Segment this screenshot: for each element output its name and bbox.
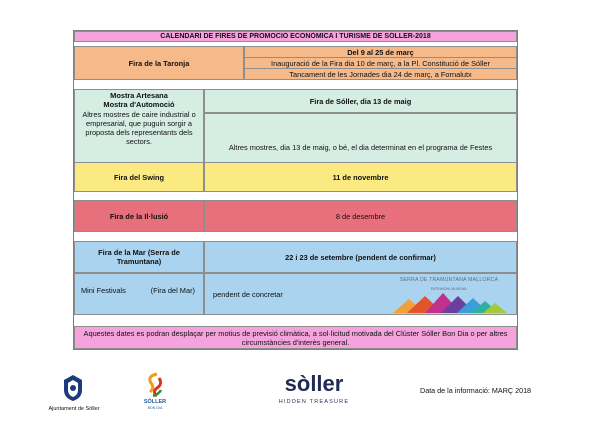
soller-wordmark: sòller <box>284 371 344 396</box>
mar-date: 22 i 23 de setembre (pendent de confirmar) <box>204 241 517 273</box>
taronja-inauguration: Inauguració de la Fira dia 10 de març, a la Pl. Constitució de Sóller <box>245 58 516 69</box>
mini-festivals-note: (Fira del Mar) <box>150 286 195 295</box>
soller-tagline: HIDDEN TREASURE <box>278 399 350 405</box>
mini-date-cell <box>204 273 517 315</box>
row-mar-name: Fira de la Mar (Serra de Tramuntana) <box>74 241 204 273</box>
taronja-date: Del 9 al 25 de març <box>245 47 516 58</box>
footer-note: Aquestes dates es podran desplaçar per motius de previsió climàtica, a sol·licitud motivada del Clúster Sóller Bon Dia o per altres circumstàncies d'interès general. <box>74 326 517 349</box>
row-mini-name <box>74 273 204 315</box>
row-taronja-name: Fira de la Taronja <box>74 46 244 80</box>
ajuntament-logo: Ajuntament de Sóller <box>48 374 100 420</box>
row-illusio-name: Fira de la Il·lusió <box>74 200 204 232</box>
swirl-icon <box>143 372 167 398</box>
artesana-detail: Altres mostres, dia 13 de maig, o bé, el dia determinat en el programa de Festes <box>204 113 517 181</box>
serra-tramuntana-logo: SERRA DE TRAMUNTANA MALLORCA PATRIMONI MUNDIAL <box>385 276 513 314</box>
row-taronja-dates <box>244 46 517 80</box>
swing-date: 11 de novembre <box>204 162 517 192</box>
row-swing-name: Fira del Swing <box>74 162 204 192</box>
illusio-date: 8 de desembre <box>204 200 517 232</box>
taronja-closing: Tancament de les Jornades dia 24 de març, a Fornalutx <box>289 70 472 79</box>
artesana-title: Mostra Artesana <box>110 91 168 100</box>
info-date: Data de la informació: MARÇ 2018 <box>420 386 532 395</box>
soller-hidden-treasure-logo <box>272 372 356 412</box>
artesana-date: Fira de Sóller, dia 13 de maig <box>204 89 517 113</box>
automocio-title: Mostra d'Automoció <box>103 100 175 109</box>
calendar-title: CALENDARI DE FIRES DE PROMOCIÓ ECONÒMICA I TURISME DE SÓLLER-2018 <box>74 31 517 42</box>
mini-festivals-date: pendent de concretar <box>213 290 283 299</box>
artesana-description: Altres mostres de caire industrial o empresarial, que puguin sorgir a proposta dels representants dels sectors. <box>82 110 196 146</box>
calendar-table <box>73 30 518 350</box>
mini-festivals-label: Mini Festivals <box>81 286 126 295</box>
soller-bon-dia-logo: SÓLLER BON DIA <box>140 372 170 416</box>
mountains-icon <box>385 288 513 314</box>
coat-of-arms-icon <box>62 374 84 402</box>
